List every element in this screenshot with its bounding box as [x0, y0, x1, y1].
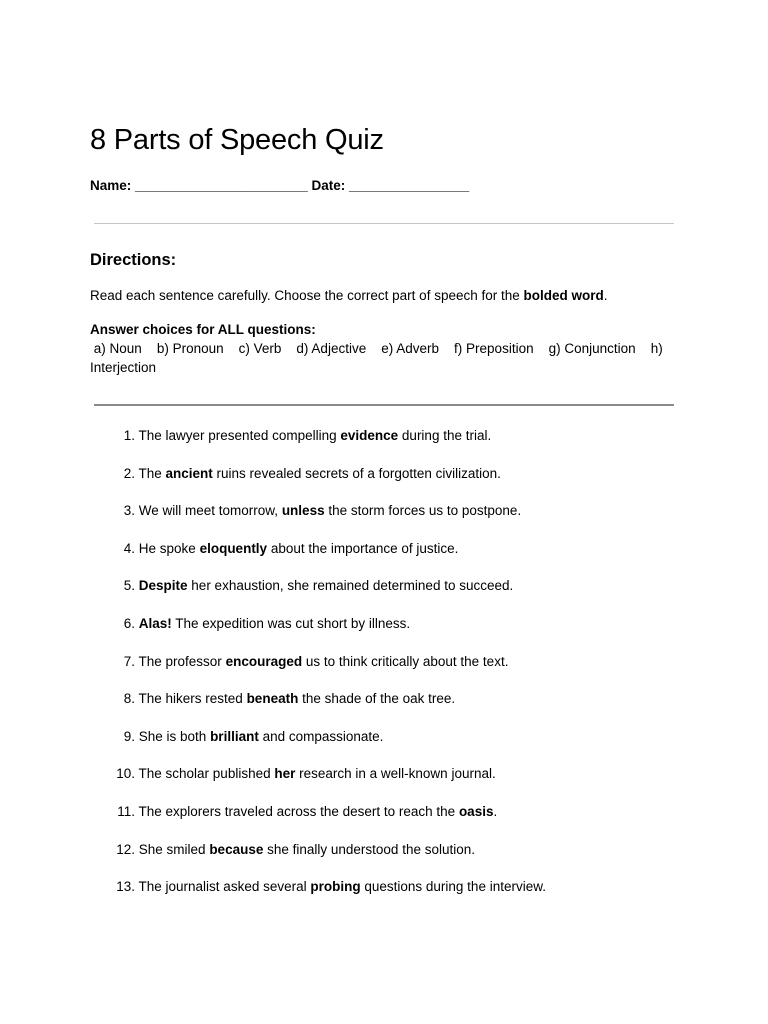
- question-text-before: The lawyer presented compelling: [138, 428, 341, 443]
- question-item: [90, 502, 690, 540]
- question-text-before: He spoke: [138, 540, 200, 556]
- question-bold-word: unless: [281, 503, 325, 519]
- question-text-before: The explorers traveled across the desert to reach the: [138, 803, 459, 819]
- question-bold-word: oasis: [458, 803, 494, 819]
- question-text-after: her exhaustion, she remained determined to succeed.: [187, 578, 514, 594]
- question-bold-word: eloquently: [199, 540, 268, 556]
- answer-choice: d) Adjective: [296, 341, 367, 356]
- question-number: 9.: [123, 728, 135, 744]
- directions-text: [90, 287, 608, 305]
- question-item: [90, 878, 690, 916]
- answer-choice: h) Interjection: [90, 341, 663, 375]
- question-item: [90, 465, 690, 503]
- question-item: [90, 615, 690, 653]
- divider-top: [94, 223, 674, 224]
- question-text-before: The hikers rested: [138, 691, 247, 707]
- question-number: 11.: [117, 803, 135, 819]
- question-bold-word: brilliant: [210, 728, 259, 744]
- question-item: [90, 690, 690, 728]
- question-number: 7.: [123, 653, 135, 669]
- answer-choice: c) Verb: [238, 341, 282, 356]
- question-number: 3.: [123, 503, 135, 519]
- question-text-after: during the trial.: [398, 428, 492, 443]
- answer-choices-label: Answer choices for ALL questions:: [90, 322, 316, 337]
- question-item: [90, 540, 690, 578]
- question-bold-word: evidence: [340, 428, 399, 443]
- question-text-before: The journalist asked several: [138, 879, 311, 895]
- question-item: [90, 765, 690, 803]
- question-number: 4.: [123, 540, 135, 556]
- question-text-before: The: [138, 465, 166, 481]
- answer-choice: f) Preposition: [454, 341, 534, 356]
- question-bold-word: because: [209, 841, 264, 857]
- question-number: 13.: [116, 879, 135, 895]
- question-text-before: The professor: [138, 653, 226, 669]
- question-item: [90, 427, 690, 465]
- question-text-after: the storm forces us to postpone.: [324, 503, 522, 519]
- question-text-before: We will meet tomorrow,: [138, 503, 282, 519]
- question-bold-word: probing: [310, 879, 361, 895]
- directions-text-before: Read each sentence carefully. Choose the correct part of speech for the: [90, 288, 524, 303]
- question-text-after: she finally understood the solution.: [263, 841, 475, 857]
- question-list: [90, 427, 690, 916]
- directions-heading: Directions:: [90, 251, 177, 269]
- question-number: 5.: [123, 578, 135, 594]
- question-text-after: the shade of the oak tree.: [298, 691, 456, 707]
- question-text-after: us to think critically about the text.: [302, 653, 509, 669]
- question-item: [90, 803, 690, 841]
- question-text-after: The expedition was cut short by illness.: [171, 615, 411, 631]
- answer-choices-list: [90, 340, 670, 377]
- page-title: 8 Parts of Speech Quiz: [90, 124, 384, 156]
- directions-text-after: .: [603, 288, 608, 303]
- question-bold-word: beneath: [246, 691, 299, 707]
- name-blank: _______________________: [135, 178, 308, 193]
- question-number: 1.: [123, 428, 135, 443]
- question-bold-word: ancient: [165, 465, 213, 481]
- question-text-after: and compassionate.: [258, 728, 384, 744]
- question-number: 6.: [123, 615, 135, 631]
- question-text-after: questions during the interview.: [360, 879, 546, 895]
- question-number: 8.: [123, 691, 135, 707]
- divider-bottom: [94, 404, 674, 406]
- question-item: [90, 841, 690, 879]
- question-item: [90, 653, 690, 691]
- question-text-after: research in a well-known journal.: [295, 766, 496, 782]
- answer-choice: b) Pronoun: [156, 341, 224, 356]
- answer-choice: a) Noun: [93, 341, 142, 356]
- answer-choice: e) Adverb: [381, 341, 440, 356]
- question-text-after: about the importance of justice.: [267, 540, 459, 556]
- question-text-after: .: [493, 803, 498, 819]
- question-bold-word: her: [274, 766, 296, 782]
- question-number: 10.: [116, 766, 135, 782]
- question-text-before: She is both: [138, 728, 211, 744]
- date-label: Date:: [307, 178, 349, 193]
- question-bold-word: Alas!: [138, 615, 172, 631]
- directions-text-bold: bolded word: [523, 288, 604, 303]
- date-blank: ________________: [348, 178, 470, 193]
- question-text-after: ruins revealed secrets of a forgotten civilization.: [212, 465, 501, 481]
- question-text-before: She smiled: [138, 841, 210, 857]
- question-item: [90, 577, 690, 615]
- question-bold-word: Despite: [138, 578, 188, 594]
- answer-choice: g) Conjunction: [548, 341, 636, 356]
- question-bold-word: encouraged: [225, 653, 303, 669]
- question-number: 2.: [123, 465, 135, 481]
- question-item: [90, 728, 690, 766]
- name-label: Name:: [90, 178, 136, 193]
- name-date-line: [90, 177, 469, 195]
- question-number: 12.: [116, 841, 135, 857]
- question-text-before: The scholar published: [138, 766, 275, 782]
